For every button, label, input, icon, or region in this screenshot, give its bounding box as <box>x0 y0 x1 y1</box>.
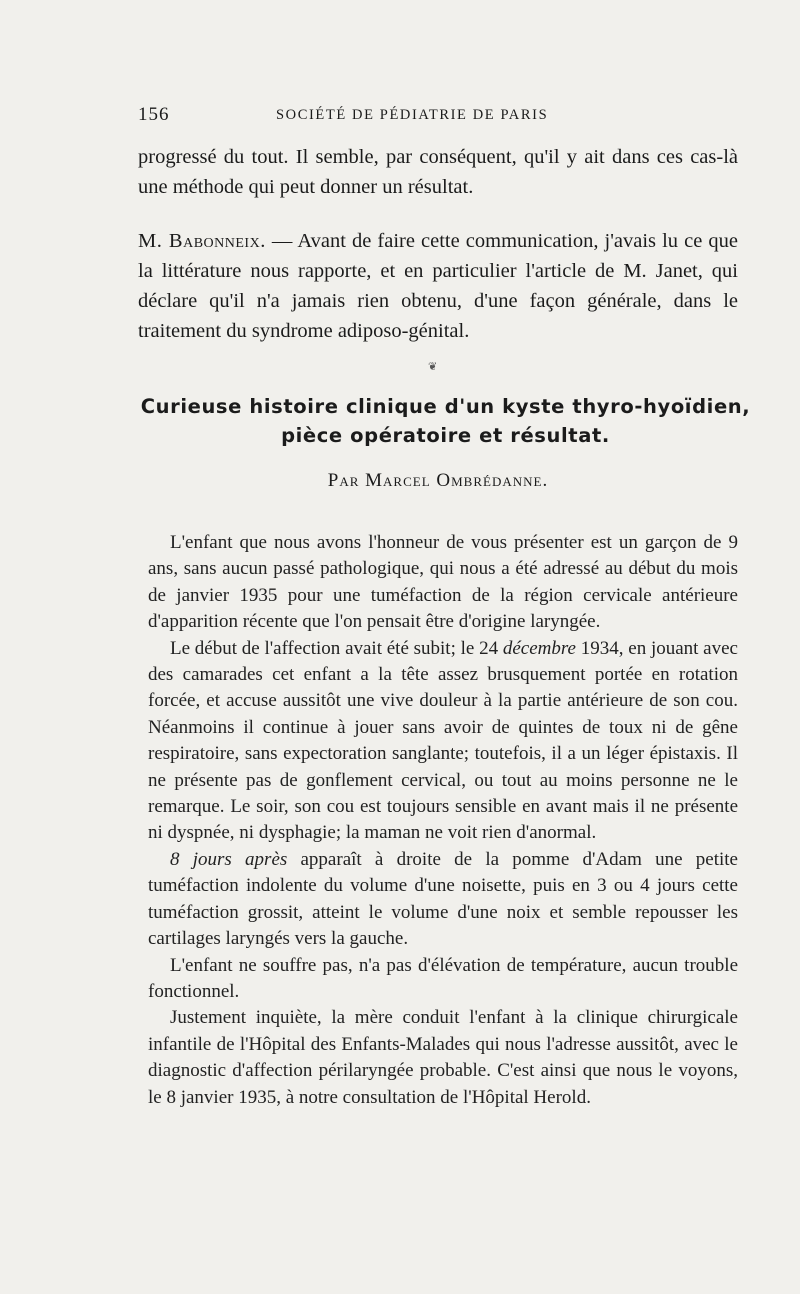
remark-text: — Avant de faire cette communication, j'avais lu ce que la littérature nous rapporte, et en particulier l'article de M. Janet, qui déclare qu'il n'a jamais rien obtenu, d'une façon générale, dans le traitement du syndrome adiposo-génital. <box>138 230 738 342</box>
paragraph-3-emphasis: 8 jours après <box>170 848 288 870</box>
discussion-continuation: progressé du tout. Il semble, par conséquent, qu'il y ait dans ces cas-là une méthode qui peut donner un résultat. <box>138 146 738 198</box>
paragraph-2-emphasis: décembre <box>502 637 576 659</box>
paragraph-4: L'enfant ne souffre pas, n'a pas d'élévation de température, aucun trouble fonctionnel. <box>148 954 738 1002</box>
article-title-line-2: pièce opératoire et résultat. <box>281 424 610 447</box>
paragraph-1: L'enfant que nous avons l'honneur de vous présenter est un garçon de 9 ans, sans aucun passé pathologique, qui nous a été adressé au début du mois de janvier 1935 pour une tuméfaction de la région cervicale antérieure d'apparition récente que l'on pensait être d'origine laryngée. <box>148 532 738 633</box>
discussion-remark-paragraph <box>138 226 738 346</box>
section-ornament-icon: ❦ <box>428 361 438 373</box>
article-title <box>138 392 753 450</box>
speaker-name: M. Babonneix. <box>138 230 266 252</box>
author-byline: Par Marcel Ombrédanne. <box>327 470 549 491</box>
paragraph-5: Justement inquiète, la mère conduit l'enfant à la clinique chirurgicale infantile de l'Hôpital des Enfants-Malades qui nous l'adresse aussitôt, avec le diagnostic d'affection périlaryngée probable. C'est ainsi que nous le voyons, le 8 janvier 1935, à notre consultation de l'Hôpital Herold. <box>148 1007 738 1108</box>
article-title-line-1: Curieuse histoire clinique d'un kyste thyro-hyoïdien, <box>140 395 751 418</box>
journal-title: SOCIÉTÉ DE PÉDIATRIE DE PARIS <box>276 107 549 123</box>
page-number: 156 <box>138 104 170 125</box>
paragraph-2-part-b: 1934, en jouant avec des camarades cet enfant a la tête assez brusquement portée en rotation forcée, et accuse aussitôt une vive douleur à la partie antérieure de son cou. Néanmoins il continue à jouer sans avoir de quintes de toux ni de gêne respiratoire, sans expectoration sanglante; toutefois, il a un léger épistaxis. Il ne présente pas de gonflement cervical, ou tout au moins personne ne le remarque. Le soir, son cou est toujours sensible en avant mais il ne présente ni dyspnée, ni dysphagie; la maman ne voit rien d'anormal. <box>148 637 738 844</box>
paragraph-3-text: apparaît à droite de la pomme d'Adam une petite tuméfaction indolente du volume d'une noisette, puis en 3 ou 4 jours cette tuméfaction grossit, atteint le volume d'une noix et semble repousser les cartilages laryngés vers la gauche. <box>148 848 738 950</box>
paragraph-3 <box>148 847 738 953</box>
paragraph-2 <box>148 636 738 847</box>
article-body <box>148 530 738 1111</box>
running-head <box>138 104 738 130</box>
paragraph-2-part-a: Le début de l'affection avait été subit; le 24 <box>170 637 503 659</box>
